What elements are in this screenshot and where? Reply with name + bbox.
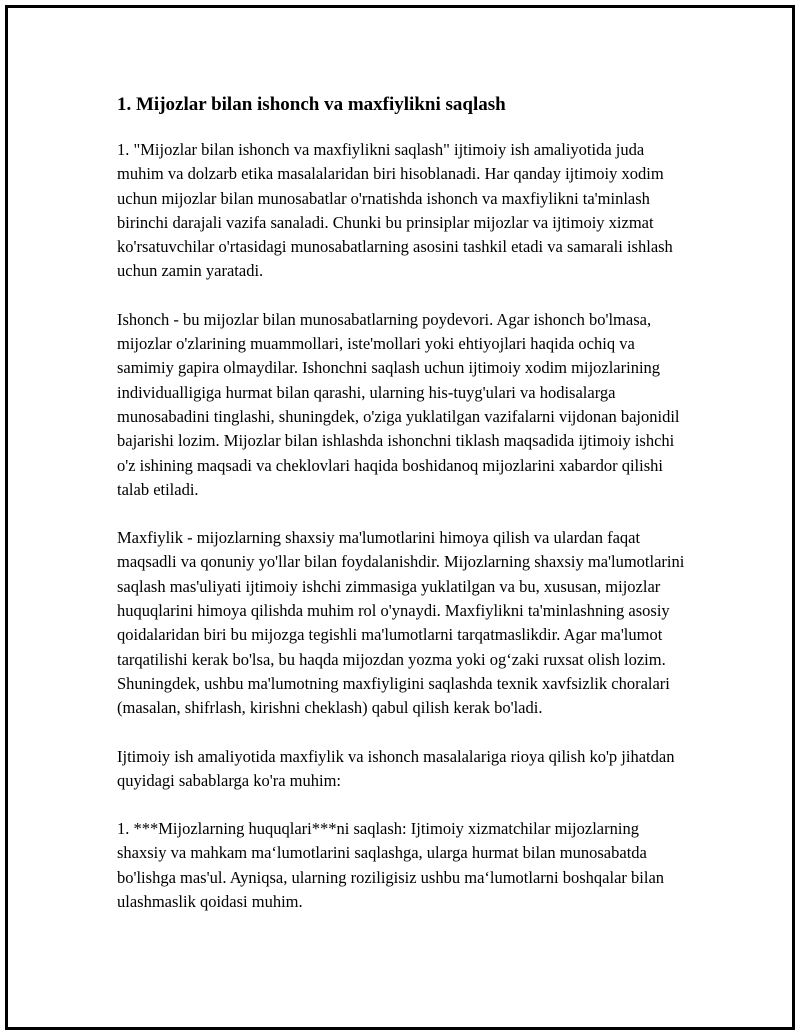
paragraph-trust: Ishonch - bu mijozlar bilan munosabatlarning poydevori. Agar ishonch bo'lmasa, mijozlar o'zlarining muammollari, iste'mollari yoki ehtiyojlari haqida ochiq va samimiy gapira olmaydilar. Ishonchni saqlash uchun ijtimoiy xodim mijozlarining individualligiga hurmat bilan qarashi, ularning his-tuyg'ulari va hodisalarga munosabadini tinglashi, shuningdek, o'ziga yuklatilgan vazifalarni vijdonan bajonidil bajarishi lozim. Mijozlar bilan ishlashda ishonchni tiklash maqsadida ijtimoiy ishchi o'z ishining maqsadi va cheklovlari haqida boshidanoq mijozlarini xabardor qilishi talab etiladi. <box>117 309 680 499</box>
paragraph-reason-1: 1. ***Mijozlarning huquqlari***ni saqlash: Ijtimoiy xizmatchilar mijozlarning shaxsiy va mahkam ma‘lumotlarini saqlashga, ularga hurmat bilan munosabatda bo'lishga mas'ul. Ayniqsa, ularning roziligisiz ushbu ma‘lumotlarni boshqalar bilan ulashmaslik qoidasi muhim. <box>117 819 665 912</box>
paragraph-confidentiality: Maxfiylik - mijozlarning shaxsiy ma'lumotlarini himoya qilish va ulardan faqat maqsadli va qonuniy yo'llar bilan foydalanishdir. Mijozlarning shaxsiy ma'lumotlarini saqlash mas'uliyati ijtimoiy ishchi zimmasiga yuklatilgan va bu, xususan, mijozlar huquqlarini himoya qilishda muhim rol o'ynaydi. Maxfiylikni ta'minlashning asosiy qoidalaridan biri bu mijozga tegishli ma'lumotlarni tarqatmaslikdir. Agar ma'lumot tarqatilishi kerak bo'lsa, bu haqda mijozdan yozma yoki og‘zaki ruxsat olish lozim. Shuningdek, ushbu ma'lumotning maxfiyligini saqlashda texnik xavfsizlik choralari (masalan, shifrlash, kirishni cheklash) qabul qilish kerak bo'ladi. <box>117 528 685 718</box>
document-body <box>117 90 692 938</box>
paragraph-intro: 1. "Mijozlar bilan ishonch va maxfiylikni saqlash" ijtimoiy ish amaliyotida juda muhim va dolzarb etika masalalaridan biri hisoblanadi. Har qanday ijtimoiy xodim uchun mijozlar bilan munosabatlar o'rnatishda ishonch va maxfiylikni ta'minlash birinchi darajali vazifa sanaladi. Chunki bu prinsiplar mijozlar va ijtimoiy xizmat ko'rsatuvchilar o'rtasidagi munosabatlarning asosini tashkil etadi va samarali ishlash uchun zamin yaratadi. <box>117 140 673 281</box>
paragraph-reasons-intro: Ijtimoiy ish amaliyotida maxfiylik va ishonch masalalariga rioya qilish ko'p jihatdan quyidagi sabablarga ko'ra muhim: <box>117 746 675 790</box>
section-heading: 1. Mijozlar bilan ishonch va maxfiylikni saqlash <box>117 94 506 115</box>
